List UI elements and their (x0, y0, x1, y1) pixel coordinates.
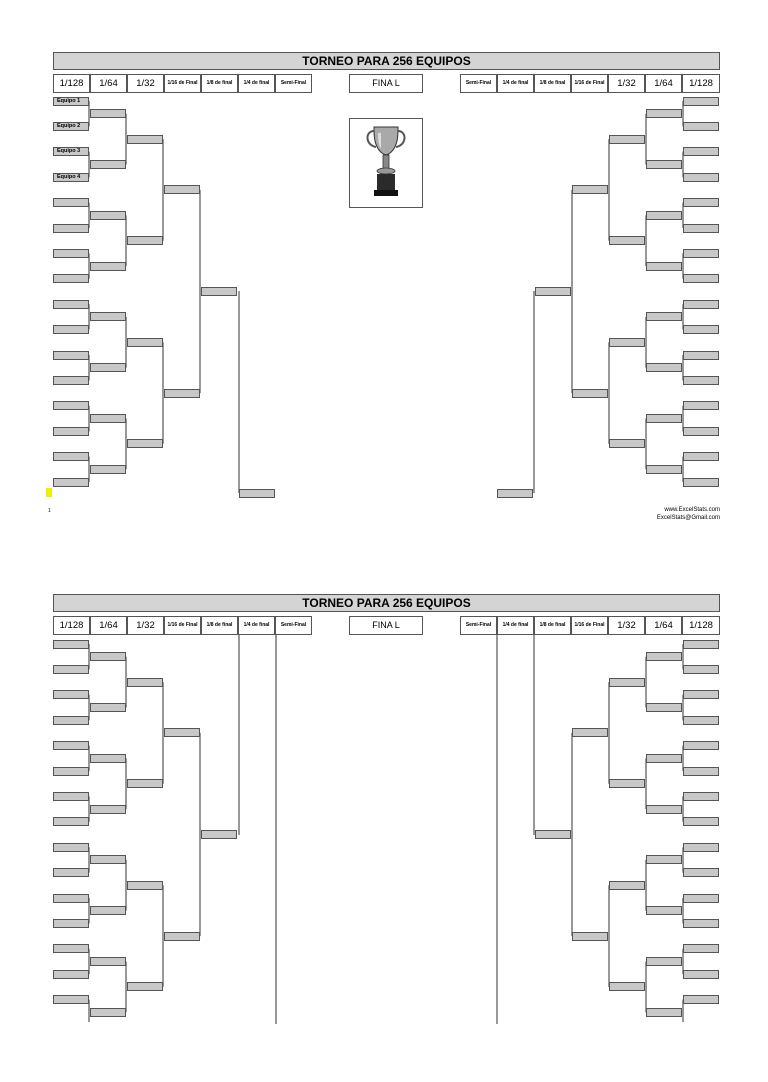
bracket-slot[interactable] (683, 792, 719, 801)
page-number: 1 (48, 508, 51, 514)
bracket-slot[interactable] (683, 817, 719, 826)
header-right-1-64: 1/64 (645, 616, 682, 635)
tournament-title: TORNEO PARA 256 EQUIPOS (53, 52, 720, 70)
bracket-slot[interactable] (683, 97, 719, 106)
header-right-1-8: 1/8 de final (534, 616, 571, 635)
credit-site: www.ExcelStats.com (664, 507, 720, 513)
credits (657, 506, 720, 522)
bracket-slot[interactable] (683, 690, 719, 699)
bracket-slot[interactable] (683, 478, 719, 487)
header-right-1-4: 1/4 de final (497, 74, 534, 93)
bracket-slot[interactable] (90, 703, 126, 712)
header-final: FINA L (349, 74, 423, 93)
bracket-slot[interactable] (53, 843, 89, 852)
bracket-slot[interactable] (646, 754, 682, 763)
bracket-slot[interactable] (646, 414, 682, 423)
bracket-slot[interactable] (90, 957, 126, 966)
bracket-slot[interactable] (646, 312, 682, 321)
bracket-slot[interactable] (90, 855, 126, 864)
bracket-slot[interactable] (53, 665, 89, 674)
header-right-1-8: 1/8 de final (534, 74, 571, 93)
bracket-slot[interactable] (164, 728, 200, 737)
bracket-slot[interactable] (90, 1008, 126, 1017)
bracket-slot[interactable] (53, 249, 89, 258)
bracket-slot[interactable] (53, 401, 89, 410)
bracket-slot[interactable] (53, 300, 89, 309)
bracket-slot[interactable] (127, 678, 163, 687)
header-left-1-32: 1/32 (127, 74, 164, 93)
bracket-slot[interactable] (127, 338, 163, 347)
bracket-slot[interactable] (53, 716, 89, 725)
bracket-slot[interactable] (646, 211, 682, 220)
header-left-1-16: 1/16 de Final (164, 616, 201, 635)
team-slot[interactable]: Equipo 4 (53, 173, 89, 182)
bracket-slot[interactable] (90, 754, 126, 763)
header-left-1-4: 1/4 de final (238, 74, 275, 93)
bracket-slot[interactable] (646, 262, 682, 271)
bracket-slot[interactable] (683, 274, 719, 283)
bracket-slot[interactable] (572, 728, 608, 737)
bracket-slot[interactable] (683, 970, 719, 979)
header-right-1-128: 1/128 (682, 74, 720, 93)
header-left-1-64: 1/64 (90, 74, 127, 93)
header-right-1-32: 1/32 (608, 616, 645, 635)
bracket-slot[interactable] (683, 401, 719, 410)
header-right-semi: Semi-Final (460, 616, 497, 635)
bracket-slot[interactable] (53, 452, 89, 461)
bracket-slot[interactable] (164, 389, 200, 398)
bracket-slot[interactable] (646, 109, 682, 118)
bracket-slot[interactable] (683, 716, 719, 725)
bracket-slot[interactable] (201, 287, 237, 296)
header-right-1-128: 1/128 (682, 616, 720, 635)
header-right-1-32: 1/32 (608, 74, 645, 93)
header-left-1-16: 1/16 de Final (164, 74, 201, 93)
bracket-slot[interactable] (572, 389, 608, 398)
bracket-slot[interactable] (683, 452, 719, 461)
bracket-slot[interactable] (646, 906, 682, 915)
bracket-slot[interactable] (646, 652, 682, 661)
bracket-slot[interactable] (53, 427, 89, 436)
header-right-semi: Semi-Final (460, 74, 497, 93)
bracket-slot[interactable] (683, 767, 719, 776)
bracket-slot[interactable] (609, 982, 645, 991)
bracket-slot[interactable] (683, 173, 719, 182)
header-left-semi: Semi-Final (275, 74, 312, 93)
bracket-slot[interactable] (90, 312, 126, 321)
bracket-slot[interactable] (90, 211, 126, 220)
bracket-slot[interactable] (127, 779, 163, 788)
bracket-slot[interactable] (53, 817, 89, 826)
team-slot[interactable]: Equipo 2 (53, 122, 89, 131)
bracket-slot[interactable] (53, 478, 89, 487)
bracket-slot[interactable] (535, 830, 571, 839)
header-final: FINA L (349, 616, 423, 635)
bracket-slot[interactable] (683, 944, 719, 953)
bracket-slot[interactable] (164, 932, 200, 941)
bracket-slot[interactable] (646, 363, 682, 372)
bracket-slot[interactable] (683, 249, 719, 258)
bracket-slot[interactable] (53, 970, 89, 979)
bracket-slot[interactable] (90, 906, 126, 915)
bracket-slot[interactable] (53, 767, 89, 776)
bracket-slot[interactable] (53, 792, 89, 801)
bracket-slot[interactable] (53, 376, 89, 385)
bracket-slot[interactable] (53, 944, 89, 953)
bracket-slot[interactable] (683, 122, 719, 131)
credit-email: ExcelStats@Gmail.com (656, 515, 720, 521)
bracket-slot[interactable] (609, 439, 645, 448)
bracket-slot[interactable] (53, 224, 89, 233)
bracket-slot[interactable] (683, 300, 719, 309)
bracket-slot[interactable] (53, 919, 89, 928)
team-slot[interactable]: Equipo 3 (53, 147, 89, 156)
bracket-slot[interactable] (90, 465, 126, 474)
bracket-slot[interactable] (53, 868, 89, 877)
bracket-page-2 (0, 542, 768, 1082)
bracket-slot[interactable] (497, 489, 533, 498)
bracket-slot[interactable] (127, 439, 163, 448)
header-right-1-4: 1/4 de final (497, 616, 534, 635)
bracket-slot[interactable] (683, 995, 719, 1004)
bracket-slot[interactable] (646, 1008, 682, 1017)
bracket-slot[interactable] (53, 274, 89, 283)
header-left-1-64: 1/64 (90, 616, 127, 635)
header-right-1-16: 1/16 de Final (571, 616, 608, 635)
bracket-slot[interactable] (90, 262, 126, 271)
bracket-slot[interactable] (53, 351, 89, 360)
tournament-title: TORNEO PARA 256 EQUIPOS (53, 594, 720, 612)
bracket-slot[interactable] (683, 427, 719, 436)
bracket-slot[interactable] (53, 741, 89, 750)
bracket-slot[interactable] (683, 351, 719, 360)
bracket-slot[interactable] (609, 338, 645, 347)
bracket-slot[interactable] (683, 894, 719, 903)
bracket-slot[interactable] (683, 640, 719, 649)
bracket-slot[interactable] (53, 640, 89, 649)
bracket-slot[interactable] (646, 855, 682, 864)
header-left-1-128: 1/128 (53, 74, 90, 93)
bracket-slot[interactable] (127, 881, 163, 890)
bracket-slot[interactable] (535, 287, 571, 296)
bracket-slot[interactable] (646, 465, 682, 474)
bracket-slot[interactable] (683, 741, 719, 750)
bracket-slot[interactable] (646, 957, 682, 966)
bracket-slot[interactable] (90, 805, 126, 814)
header-left-1-8: 1/8 de final (201, 74, 238, 93)
bracket-slot[interactable] (90, 414, 126, 423)
bracket-slot[interactable] (127, 236, 163, 245)
header-left-1-8: 1/8 de final (201, 616, 238, 635)
team-slot[interactable]: Equipo 1 (53, 97, 89, 106)
bracket-slot[interactable] (239, 489, 275, 498)
bracket-slot[interactable] (572, 932, 608, 941)
bracket-slot[interactable] (90, 363, 126, 372)
bracket-slot[interactable] (609, 135, 645, 144)
bracket-slot[interactable] (201, 830, 237, 839)
bracket-slot[interactable] (572, 185, 608, 194)
bracket-slot[interactable] (609, 779, 645, 788)
bracket-slot[interactable] (90, 109, 126, 118)
bracket-slot[interactable] (683, 868, 719, 877)
header-left-1-128: 1/128 (53, 616, 90, 635)
bracket-slot[interactable] (53, 198, 89, 207)
bracket-slot[interactable] (646, 805, 682, 814)
bracket-slot[interactable] (609, 236, 645, 245)
cell-highlight (46, 488, 52, 497)
header-left-1-32: 1/32 (127, 616, 164, 635)
bracket-slot[interactable] (683, 325, 719, 334)
bracket-slot[interactable] (90, 652, 126, 661)
header-left-semi: Semi-Final (275, 616, 312, 635)
bracket-slot[interactable] (683, 147, 719, 156)
header-left-1-4: 1/4 de final (238, 616, 275, 635)
header-right-1-16: 1/16 de Final (571, 74, 608, 93)
trophy-image (349, 118, 423, 208)
bracket-slot[interactable] (646, 160, 682, 169)
trophy-icon (350, 119, 422, 207)
bracket-slot[interactable] (53, 690, 89, 699)
bracket-slot[interactable] (609, 881, 645, 890)
bracket-slot[interactable] (127, 135, 163, 144)
bracket-slot[interactable] (53, 325, 89, 334)
bracket-slot[interactable] (127, 982, 163, 991)
bracket-slot[interactable] (683, 919, 719, 928)
bracket-slot[interactable] (683, 198, 719, 207)
header-right-1-64: 1/64 (645, 74, 682, 93)
bracket-page-1 (0, 0, 768, 540)
bracket-slot[interactable] (646, 703, 682, 712)
bracket-slot[interactable] (609, 678, 645, 687)
bracket-slot[interactable] (53, 894, 89, 903)
bracket-slot[interactable] (164, 185, 200, 194)
bracket-slot[interactable] (90, 160, 126, 169)
bracket-slot[interactable] (53, 995, 89, 1004)
bracket-slot[interactable] (683, 843, 719, 852)
bracket-slot[interactable] (683, 665, 719, 674)
bracket-slot[interactable] (683, 224, 719, 233)
bracket-slot[interactable] (683, 376, 719, 385)
